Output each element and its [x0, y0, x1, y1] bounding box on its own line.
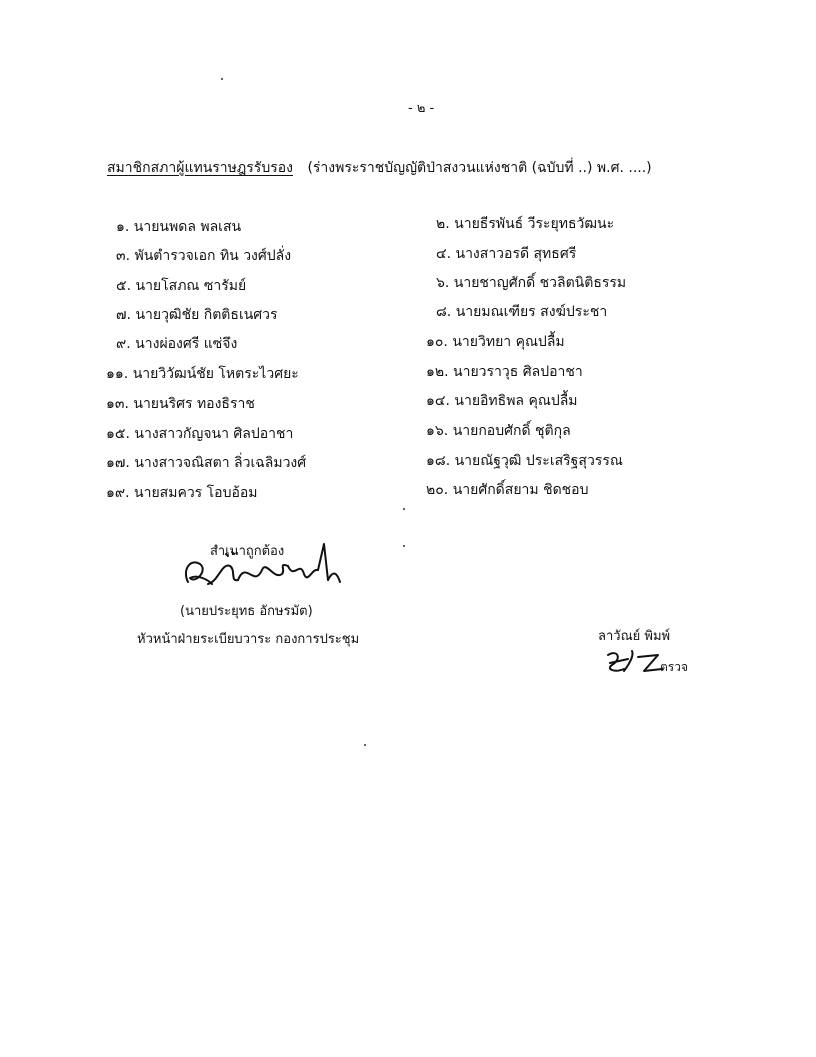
list-item — [116, 216, 241, 238]
list-item — [116, 275, 246, 297]
list-item — [106, 393, 255, 415]
list-item — [426, 390, 578, 412]
member-name: นางสาวอรดี สุทธศรี — [455, 246, 577, 262]
member-name: นางผ่องศรี แซ่จึง — [135, 336, 238, 352]
member-name: นายโสภณ ซารัมย์ — [135, 278, 247, 294]
scan-speck — [221, 78, 223, 80]
scan-speck — [403, 508, 405, 510]
scan-speck — [403, 545, 405, 547]
list-item — [436, 243, 576, 265]
member-name: นายศักดิ์สยาม ชิดชอบ — [452, 482, 589, 498]
item-number: ๔. — [436, 246, 452, 262]
item-number: ๑๒. — [426, 364, 449, 380]
member-name: นายสมควร โอบอ้อม — [134, 485, 258, 501]
list-item — [436, 301, 607, 323]
member-name: นายกอบศักดิ์ ชุติกุล — [452, 423, 571, 439]
list-item — [426, 479, 588, 501]
list-item — [116, 245, 291, 267]
list-item — [436, 272, 626, 294]
item-number: ๑๖. — [426, 423, 449, 439]
member-name: นายวิวัฒน์ชัย โหตระไวศยะ — [132, 366, 299, 382]
checked-label: ตรวจ — [660, 660, 689, 674]
item-number: ๑๙. — [106, 485, 130, 501]
member-name: พันตำรวจเอก ทิน วงศ์ปลั่ง — [134, 248, 292, 264]
item-number: ๖. — [436, 275, 450, 291]
item-number: ๑๓. — [106, 396, 129, 412]
item-number: ๘. — [436, 304, 452, 320]
item-number: ๑๕. — [106, 426, 130, 442]
item-number: ๑๘. — [426, 453, 451, 469]
signer-position: หัวหน้าฝ่ายระเบียบวาระ กองการประชุม — [137, 632, 360, 647]
item-number: ๙. — [116, 336, 131, 352]
item-number: ๕. — [116, 278, 132, 294]
member-name: นางสาวจณิสตา ลิ่วเฉลิมวงศ์ — [134, 455, 307, 471]
member-name: นายมณเฑียร สงฆ์ประชา — [455, 304, 608, 320]
typist-label: ลาวัณย์ พิมพ์ — [598, 629, 671, 644]
item-number: ๓. — [116, 248, 131, 264]
item-number: ๒. — [436, 216, 450, 232]
member-name: นายชาญศักดิ์ ชวลิตนิติธรรม — [453, 275, 627, 291]
list-item — [106, 363, 299, 385]
list-item — [436, 213, 614, 235]
signer-name: (นายประยุทธ อักษรมัต) — [180, 604, 313, 619]
heading-label: สมาชิกสภาผู้แทนราษฎรรับรอง — [107, 160, 293, 176]
member-name: นายณัฐวุฒิ ประเสริฐสุวรรณ — [454, 453, 623, 469]
item-number: ๑๑. — [106, 366, 129, 382]
list-item — [426, 420, 571, 442]
member-name: นายวุฒิชัย กิตติธเนศวร — [135, 307, 278, 323]
member-name: นายนริศร ทองธิราช — [133, 396, 255, 412]
member-name: นายวิทยา คุณปลื้ม — [452, 334, 565, 350]
document-heading — [107, 157, 652, 179]
initials-signature — [604, 645, 664, 677]
list-item — [426, 331, 565, 353]
list-item — [426, 450, 623, 472]
list-item — [116, 333, 237, 355]
member-name: นายนพดล พลเสน — [133, 219, 242, 235]
item-number: ๑๗. — [106, 455, 130, 471]
heading-subject: (ร่างพระราชบัญญัติป่าสงวนแห่งชาติ (ฉบับที่ ..) พ.ศ. ....) — [307, 160, 652, 176]
member-name: นายอิทธิพล คุณปลื้ม — [454, 393, 578, 409]
member-name: นายธีรพันธ์ วีระยุทธวัฒนะ — [454, 216, 615, 232]
list-item — [106, 482, 258, 504]
item-number: ๑. — [116, 219, 130, 235]
handwritten-signature — [178, 540, 343, 595]
member-name: นางสาวกัญจนา ศิลปอาชา — [134, 426, 294, 442]
page-number: - ๒ - — [408, 101, 435, 116]
scan-speck — [364, 744, 366, 746]
certification-label: สำเนาถูกต้อง — [210, 544, 285, 559]
list-item — [106, 423, 293, 445]
list-item — [426, 361, 583, 383]
list-item — [116, 304, 278, 326]
item-number: ๒๐. — [426, 482, 449, 498]
item-number: ๑๔. — [426, 393, 450, 409]
item-number: ๗. — [116, 307, 131, 323]
list-item — [106, 452, 306, 474]
member-name: นายวราวุธ ศิลปอาชา — [453, 364, 583, 380]
item-number: ๑๐. — [426, 334, 448, 350]
